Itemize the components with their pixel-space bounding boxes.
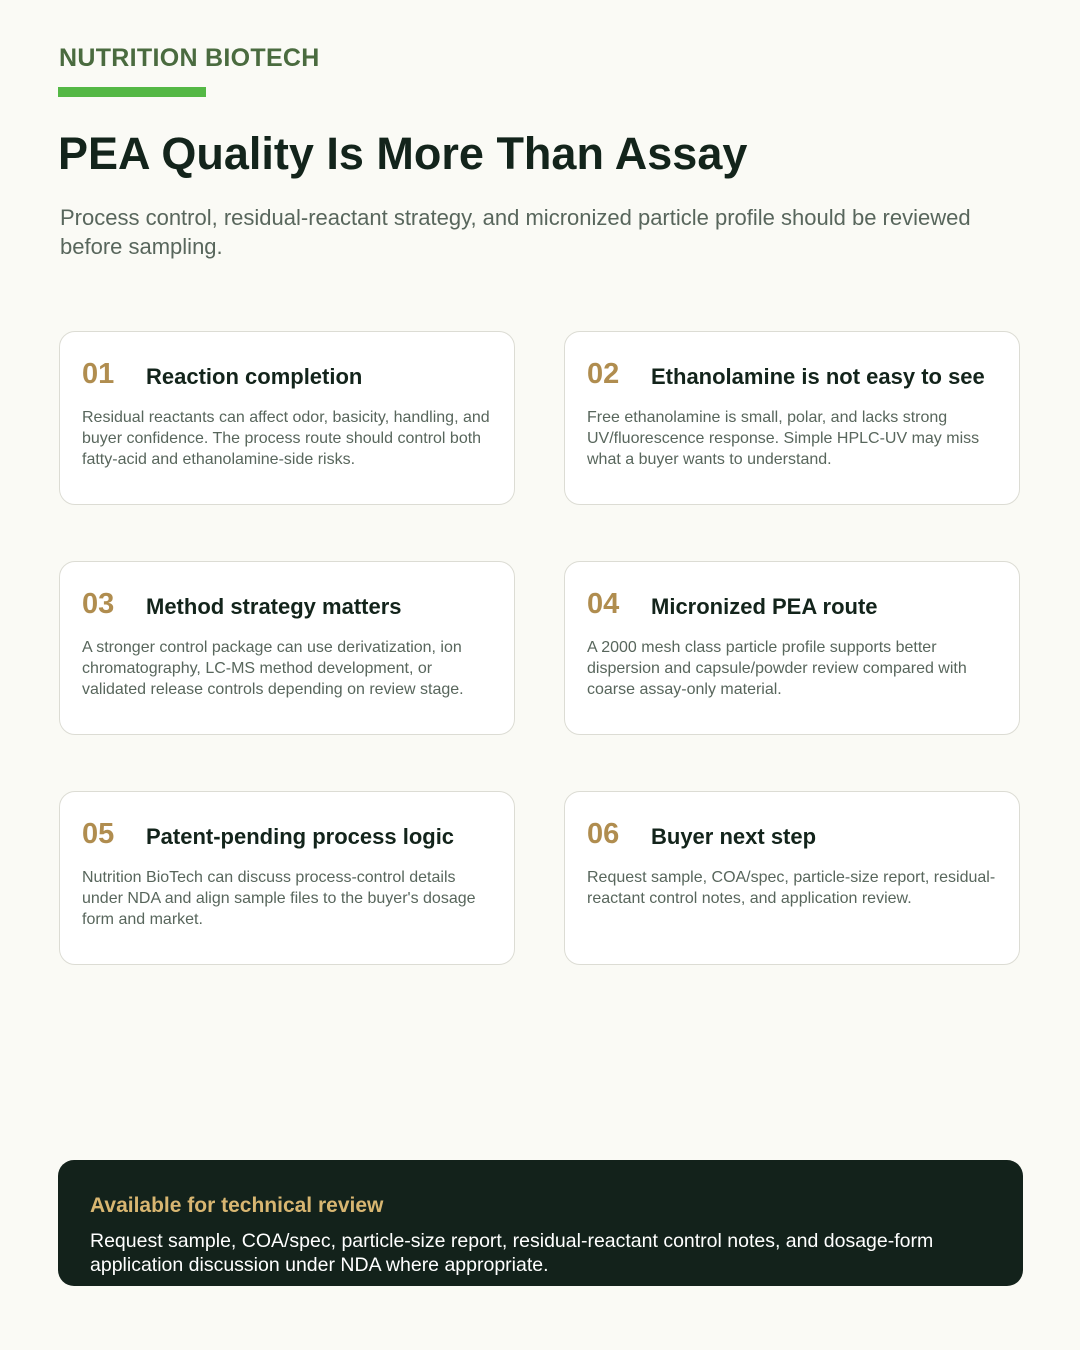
card-title: Patent-pending process logic — [146, 824, 455, 849]
card-title: Method strategy matters — [146, 594, 402, 619]
card-title: Ethanolamine is not easy to see — [651, 364, 985, 389]
card-number: 06 — [587, 818, 620, 850]
info-card-01 — [59, 331, 515, 505]
card-body: A 2000 mesh class particle profile supports better dispersion and capsule/powder review compared with coarse assay-only material. — [587, 639, 967, 698]
card-body: Request sample, COA/spec, particle-size report, residual-reactant control notes, and application review. — [587, 869, 996, 907]
info-card-02 — [564, 331, 1020, 505]
card-title: Buyer next step — [651, 824, 817, 849]
card-number: 03 — [82, 588, 115, 620]
card-number: 04 — [587, 588, 620, 620]
info-card-05 — [59, 791, 515, 965]
card-number: 05 — [82, 818, 115, 850]
technical-review-banner — [58, 1160, 1023, 1286]
page-subtitle: Process control, residual-reactant strategy, and micronized particle profile should be reviewed before sampling. — [60, 205, 971, 259]
card-body: Nutrition BioTech can discuss process-control details under NDA and align sample files to the buyer's dosage form and market. — [82, 869, 476, 928]
card-title: Micronized PEA route — [651, 594, 878, 619]
card-body: A stronger control package can use derivatization, ion chromatography, LC-MS method development, or validated release controls depending on review stage. — [82, 639, 464, 698]
card-body: Residual reactants can affect odor, basicity, handling, and buyer confidence. The process route should control both fatty-acid and ethanolamine-side risks. — [82, 409, 490, 468]
info-card-04 — [564, 561, 1020, 735]
brand-accent-bar — [58, 87, 206, 97]
card-body: Free ethanolamine is small, polar, and lacks strong UV/fluorescence response. Simple HPLC-UV may miss what a buyer wants to understand. — [587, 409, 980, 468]
card-number: 01 — [82, 358, 115, 390]
info-card-06 — [564, 791, 1020, 965]
card-title: Reaction completion — [146, 364, 363, 389]
brand-name: NUTRITION BIOTECH — [59, 44, 320, 72]
banner-body: Request sample, COA/spec, particle-size report, residual-reactant control notes, and dosage-form application discussion under NDA where appropriate. — [90, 1230, 934, 1276]
page-title: PEA Quality Is More Than Assay — [58, 128, 748, 179]
info-card-03 — [59, 561, 515, 735]
card-number: 02 — [587, 358, 620, 390]
banner-title: Available for technical review — [90, 1194, 384, 1217]
